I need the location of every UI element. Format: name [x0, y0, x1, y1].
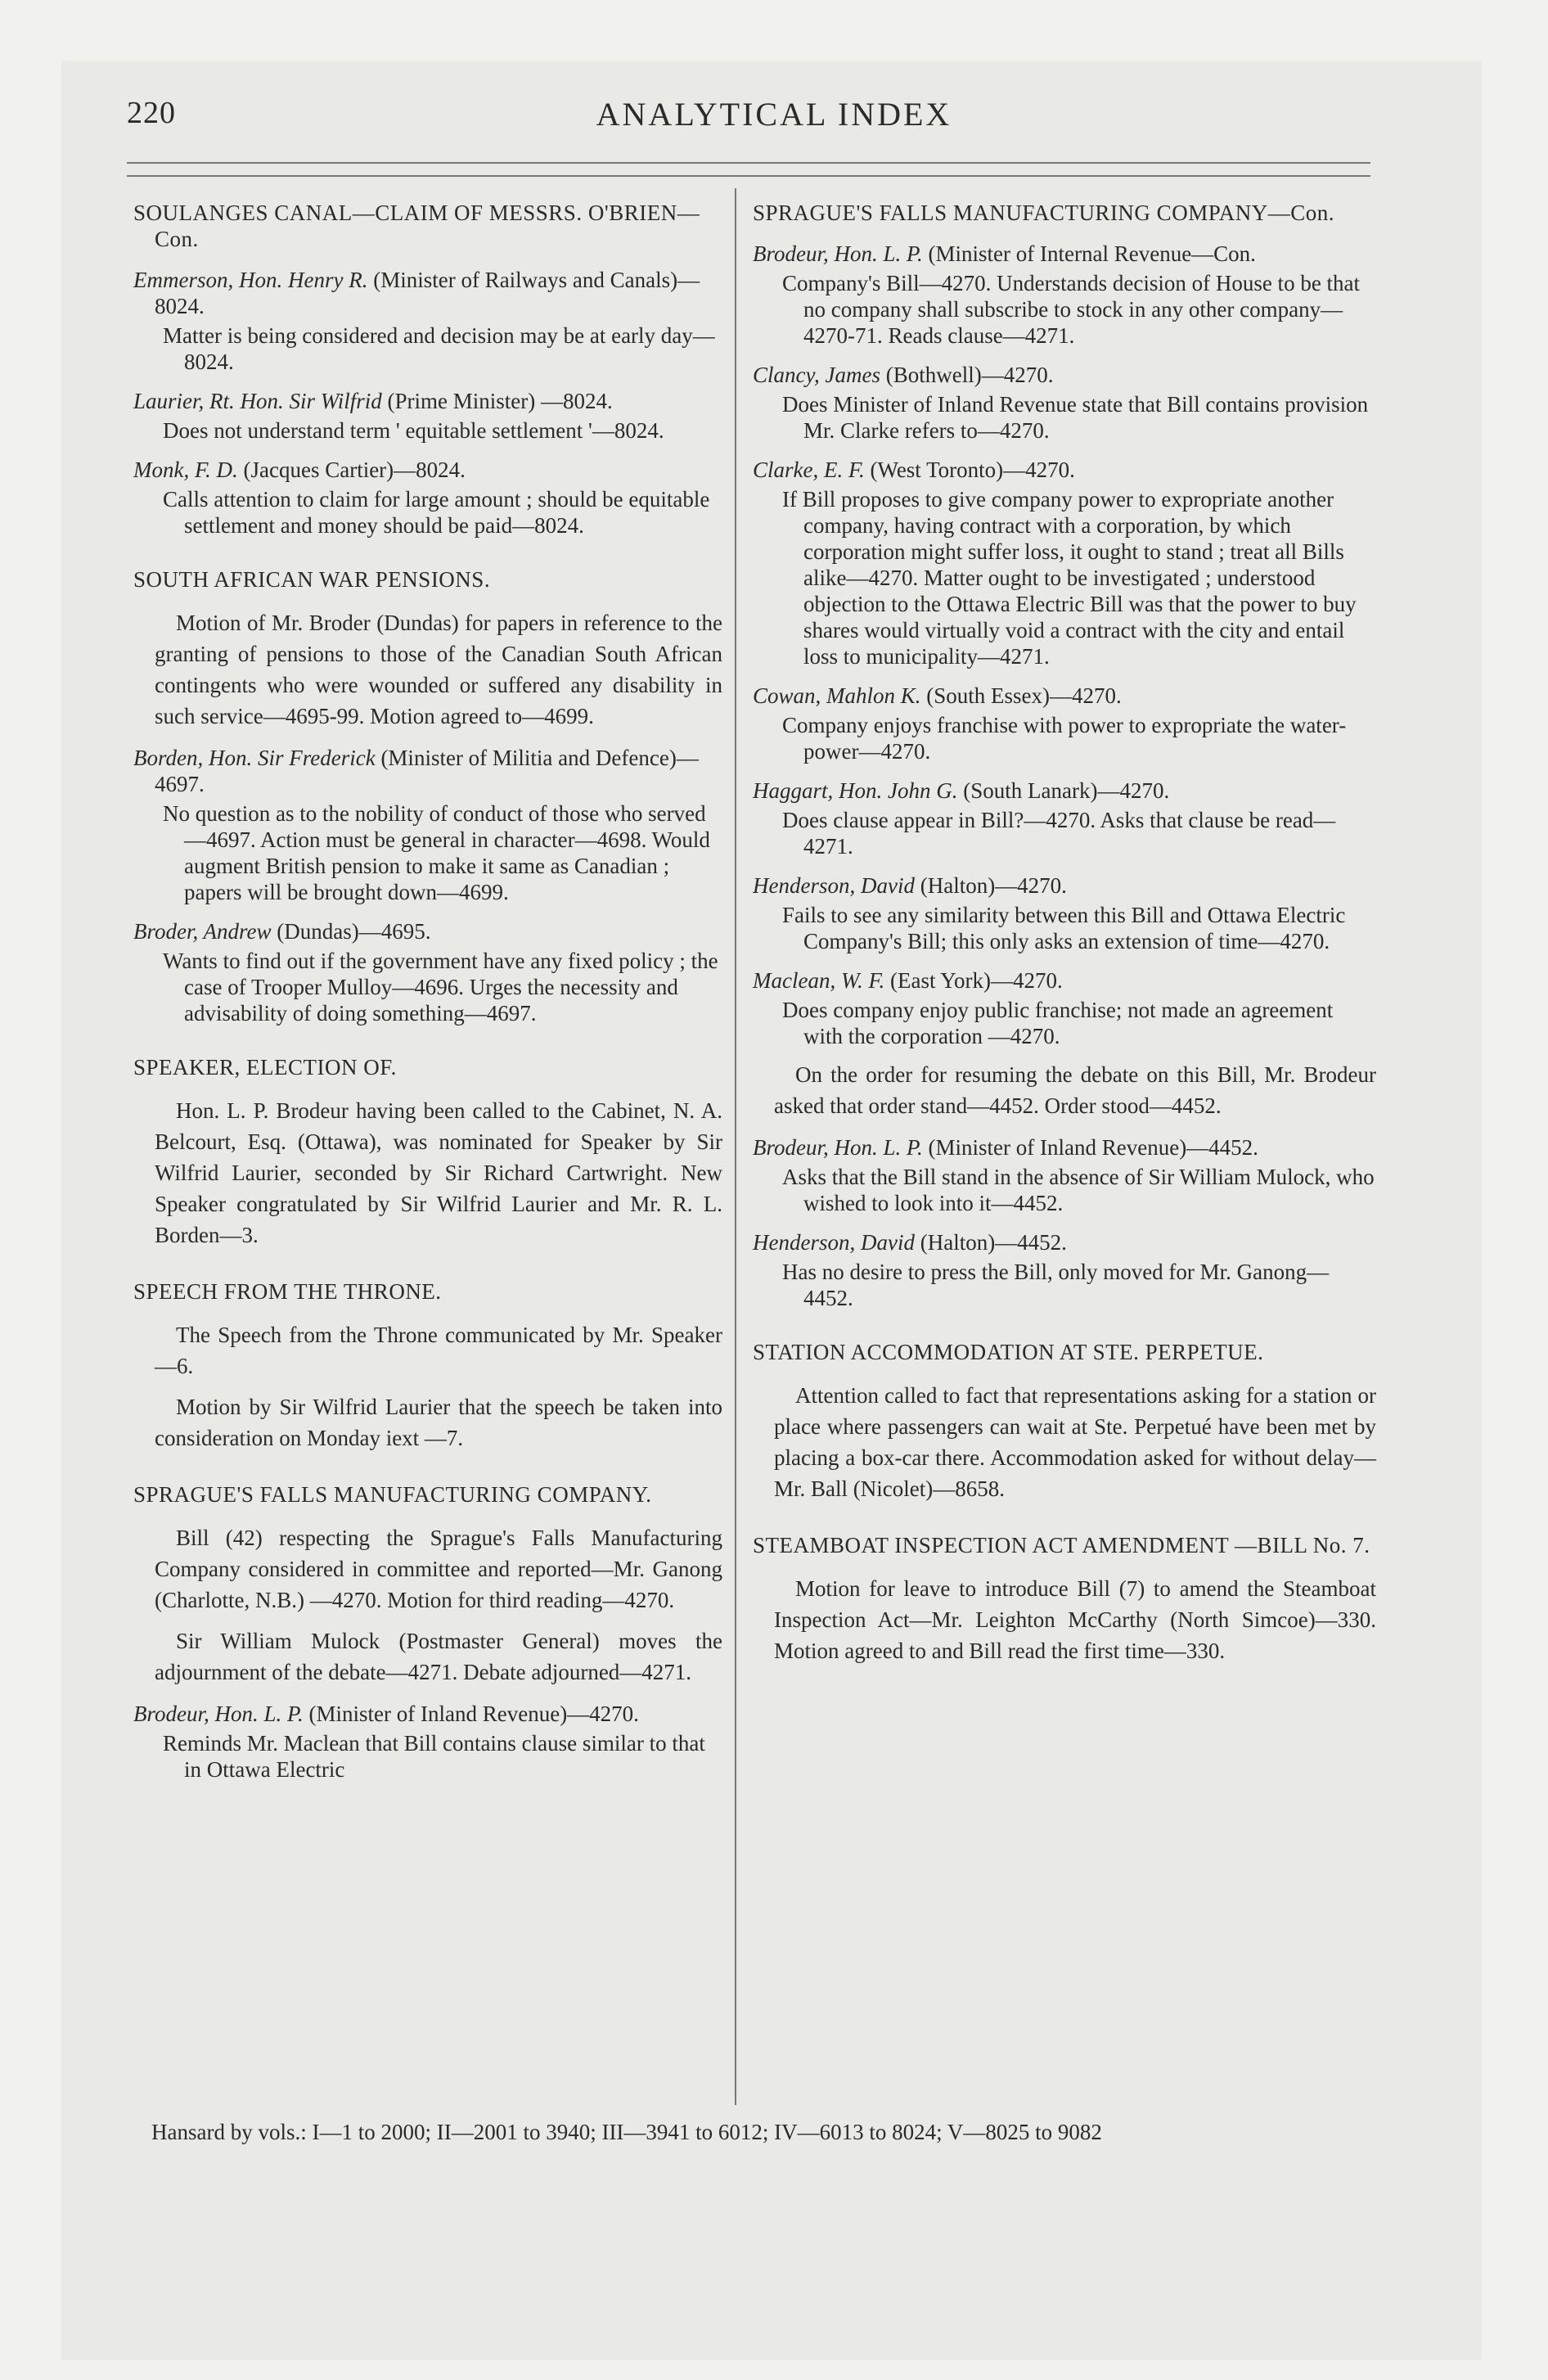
speaker-riding: (Bothwell)—4270.: [880, 363, 1054, 387]
speaker-name: Monk, F. D.: [133, 458, 238, 482]
speaker-line: [753, 362, 1376, 388]
speaker-name: Cowan, Mahlon K.: [753, 683, 921, 708]
entry-heading: SPEECH FROM THE THRONE.: [133, 1279, 442, 1304]
speaker-riding: (Halton)—4270.: [914, 873, 1067, 898]
entry-paragraph: Hon. L. P. Brodeur having been called to the Cabinet, N. A. Belcourt, Esq. (Ottawa), was nominated for Speaker by Sir Wilfrid Laurier, seconded by Sir Richard Cartwright. New Speaker congratulated by Sir Wilfrid Laurier and Mr. R. L. Borden—3.: [155, 1098, 722, 1247]
entry-paragraph: Attention called to fact that representations asking for a station or place where passengers can wait at Ste. Perpetué have been met by placing a box-car there. Accommodation asked for without delay—Mr. Ball (Nicolet)—8658.: [774, 1383, 1376, 1501]
running-head: ANALYTICAL INDEX: [596, 96, 952, 133]
speaker-riding: (Dundas)—4695.: [271, 919, 431, 944]
speaker-line: [753, 778, 1376, 804]
index-entry: [133, 200, 722, 539]
speaker-remark: If Bill proposes to give company power to expropriate another company, having contract with a corporation, by which corporation might suffer loss, it ought to stand ; treat all Bills alike—4270. Matter ought to be investigated ; understood objection to the Ottawa Electric Bill was that the power to buy shares would virtually void a contract with the city and entail loss to municipality—4271.: [782, 487, 1357, 669]
speaker-riding: (Minister of Internal Revenue—Con.: [922, 241, 1256, 266]
page-number: 220: [127, 96, 176, 130]
entry-heading: STATION ACCOMMODATION AT STE. PERPETUE.: [753, 1340, 1264, 1364]
speaker-line: [753, 683, 1376, 709]
speaker-line: [133, 388, 722, 414]
entry-paragraph: Motion for leave to introduce Bill (7) to amend the Steamboat Inspection Act—Mr. Leighton McCarthy (North Simcoe)—330. Motion agreed to and Bill read the first time—330.: [774, 1576, 1376, 1663]
speaker-remark: Asks that the Bill stand in the absence of Sir William Mulock, who wished to look into it—4452.: [782, 1165, 1375, 1215]
index-entry: [133, 1054, 722, 1251]
index-entry: [753, 1339, 1376, 1504]
left-column: [133, 200, 722, 1783]
speaker-name: Brodeur, Hon. L. P.: [753, 241, 923, 266]
entry-heading: SPRAGUE'S FALLS MANUFACTURING COMPANY.: [133, 1482, 652, 1507]
entry-paragraph: Motion by Sir Wilfrid Laurier that the speech be taken into consideration on Monday iext —7.: [155, 1395, 722, 1450]
entry-paragraph: Motion of Mr. Broder (Dundas) for papers in reference to the granting of pensions to those of the Canadian South African contingents who were wounded or suffered any disability in such service—4695-99. Motion agreed to—4699.: [155, 611, 722, 728]
speaker-riding: (West Toronto)—4270.: [864, 458, 1075, 482]
right-column: [753, 200, 1376, 1666]
speaker-riding: (South Essex)—4270.: [920, 683, 1122, 708]
entry-paragraph: Bill (42) respecting the Sprague's Falls Manufacturing Company considered in committee and reported—Mr. Ganong (Charlotte, N.B.) —4270. Motion for third reading—4270.: [155, 1526, 722, 1612]
speaker-remark: Reminds Mr. Maclean that Bill contains clause similar to that in Ottawa Electric: [163, 1731, 705, 1782]
volume-footer: Hansard by vols.: I—1 to 2000; II—2001 to 3940; III—3941 to 6012; IV—6013 to 8024; V—8025 to 9082: [151, 2120, 1102, 2144]
entry-heading: STEAMBOAT INSPECTION ACT AMENDMENT —BILL No. 7.: [753, 1533, 1370, 1557]
entry-paragraph: The Speech from the Throne communicated by Mr. Speaker—6.: [155, 1323, 722, 1378]
speaker-name: Broder, Andrew: [133, 919, 272, 944]
entry-heading: SOUTH AFRICAN WAR PENSIONS.: [133, 567, 491, 592]
speaker-line: [753, 457, 1376, 483]
speaker-name: Clarke, E. F.: [753, 458, 865, 482]
speaker-line: [753, 1134, 1376, 1161]
speaker-remark: Fails to see any similarity between this Bill and Ottawa Electric Company's Bill; this only asks an extension of time—4270.: [782, 903, 1346, 953]
speaker-remark: No question as to the nobility of conduct of those who served—4697. Action must be general in character—4698. Would augment British pension to make it same as Canadian ; papers will be brought down—4699.: [163, 801, 710, 904]
speaker-riding: (Minister of Inland Revenue)—4452.: [922, 1135, 1258, 1160]
speaker-name: Emmerson, Hon. Henry R.: [133, 268, 368, 292]
speaker-riding: (Minister of Inland Revenue)—4270.: [303, 1702, 639, 1726]
speaker-name: Brodeur, Hon. L. P.: [753, 1135, 923, 1160]
index-entry: [753, 1532, 1376, 1666]
speaker-remark: Does not understand term ' equitable settlement '—8024.: [163, 418, 664, 443]
speaker-remark: Wants to find out if the government have any fixed policy ; the case of Trooper Mulloy—4696. Urges the necessity and advisability of doing something—4697.: [163, 949, 718, 1025]
speaker-line: [753, 967, 1376, 994]
speaker-riding: (Minister of Militia and Defence)—4697.: [155, 746, 699, 796]
entry-heading: SPRAGUE'S FALLS MANUFACTURING COMPANY—Con.: [753, 201, 1334, 225]
entry-paragraph: Sir William Mulock (Postmaster General) moves the adjournment of the debate—4271. Debate adjourned—4271.: [155, 1629, 722, 1684]
speaker-remark: Does company enjoy public franchise; not made an agreement with the corporation —4270.: [782, 998, 1334, 1048]
speaker-line: [753, 872, 1376, 899]
speaker-line: [753, 241, 1376, 267]
speaker-remark: Has no desire to press the Bill, only moved for Mr. Ganong—4452.: [782, 1260, 1330, 1310]
entry-heading: SOULANGES CANAL—CLAIM OF MESSRS. O'BRIEN—Con.: [133, 201, 700, 251]
speaker-riding: (Halton)—4452.: [914, 1230, 1067, 1255]
speaker-name: Clancy, James: [753, 363, 880, 387]
speaker-line: [133, 745, 722, 797]
speaker-remark: Does Minister of Inland Revenue state that Bill contains provision Mr. Clarke refers to—4270.: [782, 392, 1369, 443]
entry-paragraph: On the order for resuming the debate on this Bill, Mr. Brodeur asked that order stand—4452. Order stood—4452.: [774, 1062, 1376, 1118]
speaker-remark: Calls attention to claim for large amount ; should be equitable settlement and money should be paid—8024.: [163, 487, 710, 538]
index-entry: [753, 200, 1376, 1311]
speaker-name: Brodeur, Hon. L. P.: [133, 1702, 304, 1726]
index-entry: [133, 1481, 722, 1783]
speaker-line: [133, 457, 722, 483]
speaker-line: [133, 918, 722, 944]
index-entry: [133, 566, 722, 1026]
speaker-riding: (Prime Minister) —8024.: [381, 389, 613, 413]
speaker-riding: (Minister of Railways and Canals)—8024.: [155, 268, 700, 318]
speaker-name: Maclean, W. F.: [753, 968, 885, 993]
speaker-name: Laurier, Rt. Hon. Sir Wilfrid: [133, 389, 382, 413]
header-rule: [127, 162, 1370, 177]
speaker-riding: (East York)—4270.: [884, 968, 1063, 993]
speaker-name: Henderson, David: [753, 1230, 915, 1255]
speaker-remark: Company's Bill—4270. Understands decision of House to be that no company shall subscribe to stock in any other company—4270-71. Reads clause—4271.: [782, 271, 1361, 348]
speaker-riding: (Jacques Cartier)—8024.: [237, 458, 466, 482]
column-divider: [735, 188, 736, 2105]
speaker-name: Henderson, David: [753, 873, 915, 898]
speaker-remark: Does clause appear in Bill?—4270. Asks that clause be read—4271.: [782, 808, 1336, 859]
speaker-riding: (South Lanark)—4270.: [957, 778, 1170, 803]
speaker-line: [133, 267, 722, 319]
speaker-remark: Company enjoys franchise with power to expropriate the water-power—4270.: [782, 713, 1347, 764]
speaker-line: [133, 1701, 722, 1727]
index-entry: [133, 1278, 722, 1454]
speaker-line: [753, 1229, 1376, 1255]
speaker-name: Borden, Hon. Sir Frederick: [133, 746, 376, 770]
entry-heading: SPEAKER, ELECTION OF.: [133, 1055, 397, 1080]
speaker-name: Haggart, Hon. John G.: [753, 778, 958, 803]
speaker-remark: Matter is being considered and decision may be at early day—8024.: [163, 323, 715, 374]
